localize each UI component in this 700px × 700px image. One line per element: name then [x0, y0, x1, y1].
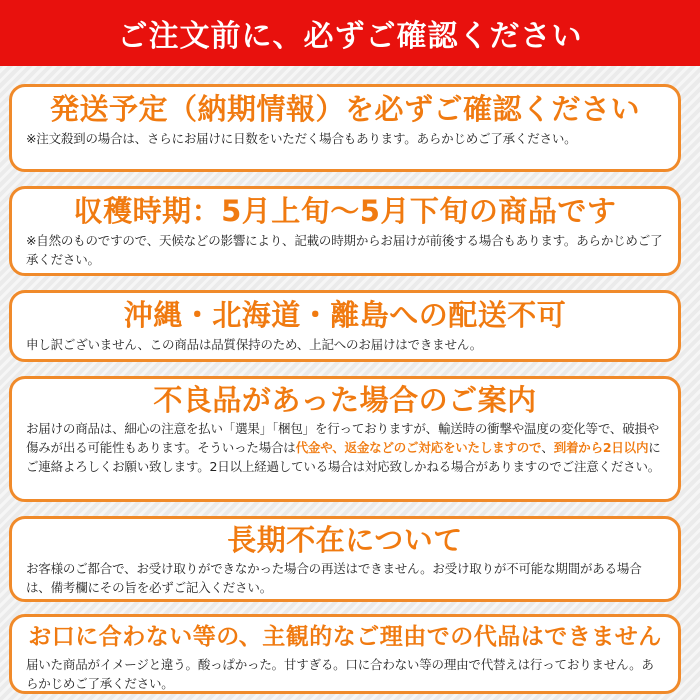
- notice-body: お客様のご都合で、お受け取りができなかった場合の再送はできません。お受け取りが不可能な期間がある場合は、備考欄にその旨を必ずご記入ください。: [26, 561, 642, 595]
- notice-body: 申し訳ございません、この商品は品質保持のため、上記へのお届けはできません。: [26, 337, 483, 352]
- header-banner: [0, 0, 700, 66]
- notice-card-delivery-restriction: [9, 290, 681, 362]
- notice-card-long-absence: [9, 516, 681, 602]
- notice-title: 長期不在について: [227, 523, 463, 557]
- notice-body: [26, 419, 664, 476]
- notice-body-text: にご連絡よろしくお願い致します。2日以上経過している場合は対応致しかねる場合がありますのでご注意ください。: [26, 440, 661, 474]
- notice-body-text: お届けの商品は、細心の注意を払い「選果」「梱包」を行っておりますが、輸送時の衝撃や温度の変化等で、破損や傷みが出る可能性もあります。そういった場合は: [26, 421, 660, 455]
- notice-body-text: 、: [541, 440, 554, 455]
- notice-card-shipping-schedule: [9, 84, 681, 172]
- notice-card-harvest-period: [9, 186, 681, 276]
- notice-body: ※自然のものですので、天候などの影響により、記載の時期からお届けが前後する場合もあります。あらかじめご了承ください。: [26, 233, 663, 267]
- page-title: ご注文前に、必ずご確認ください: [117, 19, 583, 54]
- notice-card-defective-items: [9, 376, 681, 502]
- notice-title: 沖縄・北海道・離島への配送不可: [123, 298, 567, 332]
- notice-title: 収穫時期：5月上旬〜5月下旬の商品です: [73, 194, 617, 228]
- notice-body: 届いた商品がイメージと違う。酸っぱかった。甘すぎる。口に合わない等の理由で代替えは行っておりません。あらかじめご了承ください。: [26, 657, 654, 691]
- refund-highlight: 代金や、返金などのご対応をいたしますので: [295, 440, 542, 455]
- notice-title: 発送予定（納期情報）を必ずご確認ください: [49, 92, 640, 126]
- notice-title: 不良品があった場合のご案内: [153, 383, 537, 417]
- deadline-highlight: 到着から2日以内: [553, 440, 649, 455]
- notice-title: お口に合わない等の、主観的なご理由での代品はできません: [28, 624, 662, 650]
- notice-body: ※注文殺到の場合は、さらにお届けに日数をいただく場合もあります。あらかじめご了承ください。: [26, 131, 577, 146]
- notice-card-no-replacement: [9, 614, 681, 694]
